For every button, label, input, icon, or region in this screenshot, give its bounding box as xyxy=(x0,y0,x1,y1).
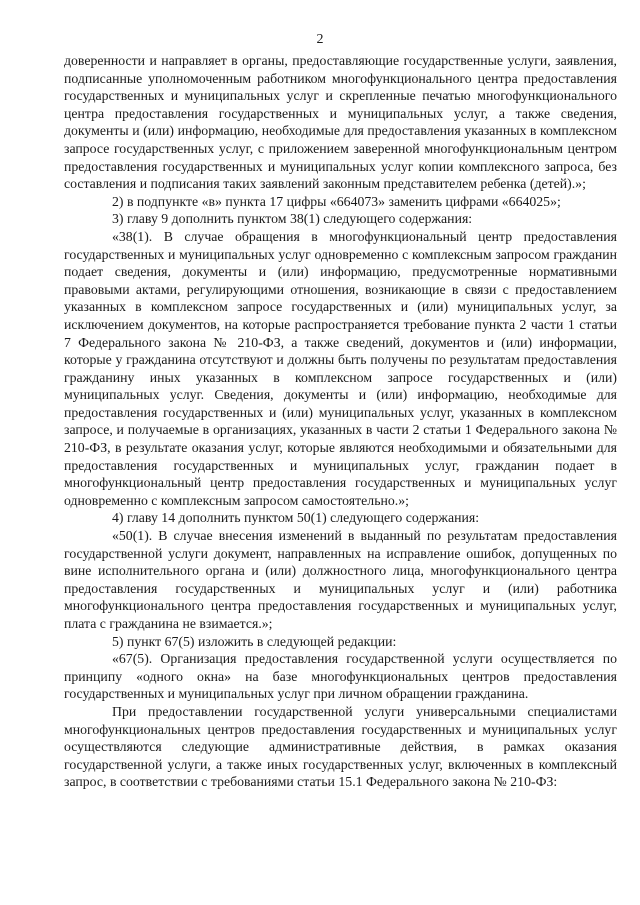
document-body xyxy=(64,52,617,791)
paragraph-clause-67-5-continued: При предоставлении государственной услуги универсальными специалистами многофункциональных центров предоставления государственных и муниципальных услуг осуществляются следующие административные действия, в рамках оказания государственной услуги, а также иных государственных услуг, включенных в комплексный запрос, в соответствии с требованиями статьи 15.1 Федерального закона № 210-ФЗ: xyxy=(64,703,617,790)
paragraph-clause-67-5: «67(5). Организация предоставления государственной услуги осуществляется по принципу «одного окна» на базе многофункциональных центров предоставления государственных и муниципальных услуг при личном обращении гражданина. xyxy=(64,651,617,702)
paragraph-item-4: 4) главу 14 дополнить пунктом 50(1) следующего содержания: xyxy=(112,510,480,526)
paragraph-item-2: 2) в подпункте «в» пункта 17 цифры «664073» заменить цифрами «664025»; xyxy=(112,193,561,209)
paragraph-clause-50-1: «50(1). В случае внесения изменений в выданный по результатам предоставления государственной услуги документ, направленных на исправление ошибок, допущенных по вине исполнительного органа и (или) должностного лица, многофункционального центра предоставления государственных и муниципальных услуг и (или) работника многофункционального центра предоставления государственных и муниципальных услуг, плата с гражданина не взимается.»; xyxy=(64,528,617,631)
paragraph-item-5: 5) пункт 67(5) изложить в следующей редакции: xyxy=(112,633,397,649)
paragraph-item-3: 3) главу 9 дополнить пунктом 38(1) следующего содержания: xyxy=(112,211,473,227)
page-number: 2 xyxy=(316,32,324,47)
paragraph-clause-38-1: «38(1). В случае обращения в многофункциональный центр предоставления государственных и муниципальных услуг одновременно с комплексным запросом гражданин подает сведения, документы и (или) информацию, предусмотренные нормативными правовыми актами, регулирующими отношения, возникающие в связи с предоставлением указанных в комплексном запросе государственных и (или) муниципальных услуг, за исключением документов, на которые распространяется требование пункта 2 части 1 статьи 7 Федерального закона № 210-ФЗ, а также сведений, документов и (или) информации, которые у гражданина отсутствуют и должны быть получены по результатам предоставления гражданину иных указанных в комплексном запросе государственных и (или) муниципальных услуг. Сведения, документы и (или) информацию, необходимые для предоставления государственных и (или) муниципальных услуг, указанных в комплексном запросе, и получаемые в организациях, указанных в части 2 статьи 1 Федерального закона № 210-ФЗ, в результате оказания услуг, которые являются необходимыми и обязательными для предоставления государственных и муниципальных услуг, гражданин подает в многофункциональный центр предоставления государственных и муниципальных услуг одновременно с комплексным запросом самостоятельно.»; xyxy=(64,228,617,508)
paragraph-continuation: доверенности и направляет в органы, предоставляющие государственные услуги, заявления, подписанные уполномоченным работником многофункционального центра предоставления государственных и муниципальных услуг и скрепленные печатью многофункционального центра предоставления государственных и муниципальных услуг, а также сведения, документы и (или) информацию, необходимые для предоставления указанных в комплексном запросе государственных услуг, с приложением заверенной многофункциональным центром предоставления государственных и муниципальных услуг копии комплексного запроса, без составления и подписания таких заявлений законным представителем ребенка (детей).»; xyxy=(64,53,617,192)
